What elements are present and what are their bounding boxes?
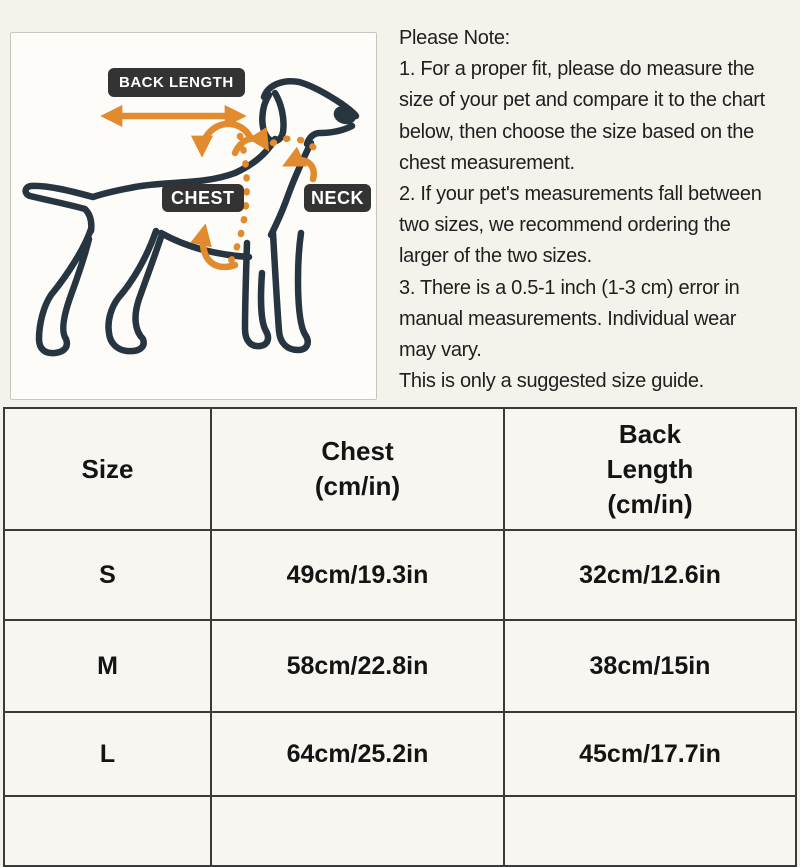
chest-label: CHEST	[162, 184, 244, 212]
note-line: 3. There is a 0.5-1 inch (1-3 cm) error in	[399, 276, 740, 299]
back-length-cell: 32cm/12.6in	[504, 530, 796, 620]
header-line: (cm/in)	[607, 488, 693, 519]
table-row-size-l	[4, 712, 796, 796]
note-line: may vary.	[399, 339, 482, 362]
neck-label: NECK	[304, 184, 371, 212]
back-length-cell	[504, 796, 796, 866]
size-cell: S	[4, 530, 211, 620]
note-line: Please Note:	[399, 27, 510, 49]
size-chart-table	[3, 407, 797, 867]
column-header-size	[4, 408, 211, 530]
dog-nose	[331, 103, 358, 127]
note-line: This is only a suggested size guide.	[399, 370, 704, 393]
back-length-cell: 45cm/17.7in	[504, 712, 796, 796]
header-line: Length	[606, 453, 694, 484]
chest-cell	[211, 796, 504, 866]
note-line: two sizes, we recommend ordering the	[399, 214, 731, 237]
size-cell: M	[4, 620, 211, 712]
back-length-label: BACK LENGTH	[108, 68, 245, 97]
note-line: size of your pet and compare it to the chart	[399, 89, 765, 112]
chest-cell: 64cm/25.2in	[211, 712, 504, 796]
size-cell	[4, 796, 211, 866]
chest-cell: 58cm/22.8in	[211, 620, 504, 712]
header-line: Size	[81, 453, 134, 484]
size-cell: L	[4, 712, 211, 796]
table-header-row	[4, 408, 796, 530]
note-line: manual measurements. Individual wear	[399, 307, 737, 330]
withers-arrow	[235, 138, 265, 153]
table-row-size-s	[4, 530, 796, 620]
header-line: (cm/in)	[314, 471, 401, 501]
table-row-partial	[4, 796, 796, 866]
note-line: chest measurement.	[399, 151, 575, 174]
note-line: larger of the two sizes.	[399, 245, 592, 268]
dog-outline	[26, 81, 356, 353]
note-line: 2. If your pet's measurements fall between	[399, 183, 762, 206]
header-line: Back	[618, 418, 682, 449]
header-line: Chest	[321, 436, 394, 466]
table-row-size-m	[4, 620, 796, 712]
note-line: 1. For a proper fit, please do measure the	[399, 58, 755, 81]
chest-cell: 49cm/19.3in	[211, 530, 504, 620]
note-line: below, then choose the size based on the	[399, 120, 754, 143]
dog-measurement-diagram	[10, 32, 377, 400]
please-note-text	[399, 23, 799, 397]
column-header-back-length	[504, 408, 796, 530]
back-length-cell: 38cm/15in	[504, 620, 796, 712]
column-header-chest	[211, 408, 504, 530]
